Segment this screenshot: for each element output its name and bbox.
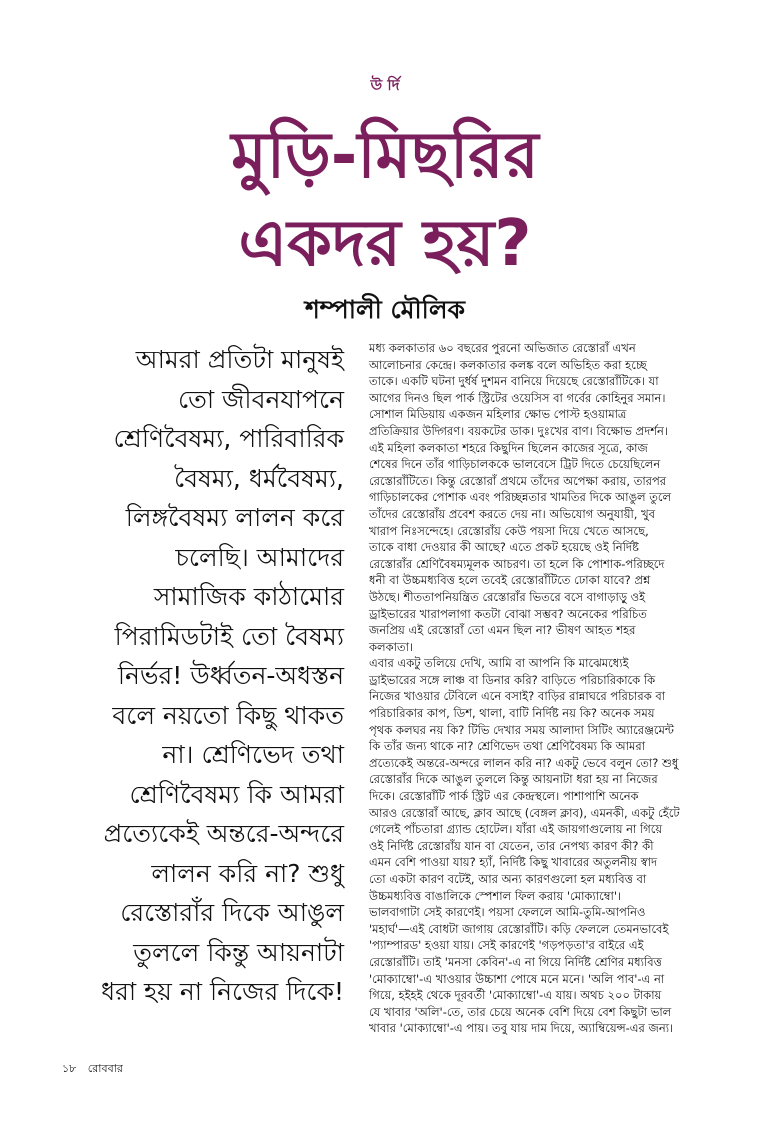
headline-line-1: মুড়ি-মিছরির [231,119,539,193]
byline: শম্পালী মৌলিক [305,295,465,324]
page-footer [62,1060,131,1079]
section-name: রোববার [87,1062,123,1075]
headline [0,112,770,288]
pull-quote: আমরা প্রতিটা মানুষই তো জীবনযাপনে শ্রেণিবৈষম্য, পারিবারিক বৈষম্য, ধর্মবৈষম্য, লিঙ্গবৈষম্য লালন করে চলেছি। আমাদের সামাজিক কাঠামোর পিরামিডটাই তো বৈষম্য নির্ভর! উর্ধ্বতন-অধস্তন বলে নয়তো কিছু থাকত না। শ্রেণিভেদ তথা শ্রেণিবৈষম্য কি আমরা প্রত্যেকেই অন্তরে-অন্দরে লালন করি না? শুধু রেস্তোরাঁর দিকে আঙুল তুললে কিন্তু আয়নাটা ধরা হয় না নিজের দিকে! [101,345,344,1006]
page-number: ১৮ [62,1062,77,1075]
article-body: মধ্য কলকাতার ৬০ বছরের পুরনো অভিজাত রেস্তোরাঁ এখন আলোচনার কেন্দ্রে। কলকাতার কলঙ্ক বলে অভিহিত করা হচ্ছে তাকে। একটি ঘটনা দুর্ধর্ষ দুশমন বানিয়ে দিয়েছে রেস্তোরাঁটিকে। যা আগের দিনও ছিল পার্ক স্ট্রিটের ওয়েসিস বা গর্বের কোহিনুর সমান। সোশাল মিডিয়ায় একজন মহিলার ক্ষোভ পোস্ট হওয়ামাত্র প্রতিক্রিয়ার উদ্গিরণ। বয়কটের ডাক। দুঃখের বাণ। বিক্ষোভ প্রদর্শন। এই মহিলা কলকাতা শহরে কিছুদিন ছিলেন কাজের সূত্রে, কাজ শেষের দিনে তাঁর গাড়িচালককে ভালবেসে ট্রিট দিতে চেয়েছিলেন রেস্তোরাঁটিতে। কিন্তু রেস্তোরাঁ প্রথমে তাঁদের অপেক্ষা করায়, তারপর গাড়িচালকের পোশাক এবং পরিচ্ছন্নতার খামতির দিকে আঙুল তুলে তাঁদের রেস্তোরাঁয় প্রবেশ করতে দেয় না। অভিযোগ অনুযায়ী, খুব খারাপ নিঃসন্দেহে। রেস্তোরাঁয় কেউ পয়সা দিয়ে খেতে আসছে, তাকে বাধা দেওয়ার কী আছে? এতে প্রকট হয়েছে ওই নির্দিষ্ট রেস্তোরাঁর শ্রেণিবৈষম্যমূলক আচরণ। তা হলে কি পোশাক-পরিচ্ছদে ধনী বা উচ্চমধ্যবিত্ত হলে তবেই রেস্তোরাঁটিতে ঢোকা যাবে? প্রশ্ন উঠছে। শীততাপনিয়ন্ত্রিত রেস্তোরাঁর ভিতরে বসে বাগাড়াড়ু ওই ড্রাইভারের খারাপলাগা কতটা বোঝা সম্ভব? অনেকের পরিচিত জনপ্রিয় এই রেস্তোরাঁ তো এমন ছিল না? ভীষণ আহত শহর কলকাতা। এবার একটু তলিয়ে দেখি, আমি বা আপনি কি মাঝেমধ্যেই ড্রাইভারের সঙ্গে লাঞ্চ বা ডিনার করি? বাড়িতে পরিচারিকাকে কি নিজের খাওয়ার টেবিলে এনে বসাই? বাড়ির রান্নাঘরে পরিচারক বা পরিচারিকার কাপ, ডিশ, থালা, বাটি নির্দিষ্ট নয় কি? অনেক সময় পৃথক কলঘর নয় কি? টিভি দেখার সময় আলাদা সিটিং অ্যারেঞ্জমেন্ট কি তাঁর জন্য থাকে না? শ্রেণিভেদ তথা শ্রেণিবৈষম্য কি আমরা প্রত্যেকেই অন্তরে-অন্দরে লালন করি না? একটু ভেবে বলুন তো? শুধু রেস্তোরাঁর দিকে আঙুল তুললে কিন্তু আয়নাটা ধরা হয় না নিজের দিকে। রেস্তোরাঁটি পার্ক স্ট্রিট এর কেন্দ্রস্থলে। পাশাপাশি অনেক আরও রেস্তোরাঁ আছে, ক্লাব আছে (বেঙ্গল ক্লাব), এমনকী, একটু হেঁটে গেলেই পাঁচতারা গ্র্যান্ড হোটেল। যাঁরা এই জায়গাগুলোয় না গিয়ে ওই নির্দিষ্ট রেস্তোরাঁয় যান বা যেতেন, তার নেপথ্য কারণ কী? কী এমন বেশি পাওয়া যায়? হ্যাঁ, নির্দিষ্ট কিছু খাবারের অতুলনীয় স্বাদ তো একটা কারণ বটেই, আর অন্য কারণগুলো হল মধ্যবিত্ত বা উচ্চমধ্যবিত্ত বাঙালিকে স্পেশাল ফিল করায় 'মোক্যাম্বো'। ভালবাগাটা সেই কারণেই। পয়সা ফেললে আমি-তুমি-আপনিও 'মহার্ঘ'—এই বোধটা জাগায় রেস্তোরাঁটি। কড়ি ফেললে তেমনভাবেই 'প্যাম্পারড' হওয়া যায়। সেই কারণেই 'গড়পড়তা'র বাইরে এই রেস্তোরাঁটি। তাই 'মনসা কেবিন'-এ না গিয়ে নির্দিষ্ট শ্রেণির মধ্যবিত্ত 'মোক্যাম্বো'-এ খাওয়ার উচ্চাশা পোষে মনে মনে। 'অলি পাব'-এ না গিয়ে, হইহই থেকে দূরবর্তী 'মোক্যাম্বো'-এ যায়। অথচ ২০০ টাকায় যে খাবার 'অলি'-তে, তার চেয়ে অনেক বেশি দিয়ে বেশ কিছুটা ভাল খাবার 'মোক্যাম্বো'-এ পায়। তবু যায় দাম দিয়ে, অ্যাম্বিয়েন্স-এর জন্য। [369,341,680,1036]
headline-line-2: একদর হয়? [238,207,532,281]
section-kicker: উ র্দি [370,76,400,94]
